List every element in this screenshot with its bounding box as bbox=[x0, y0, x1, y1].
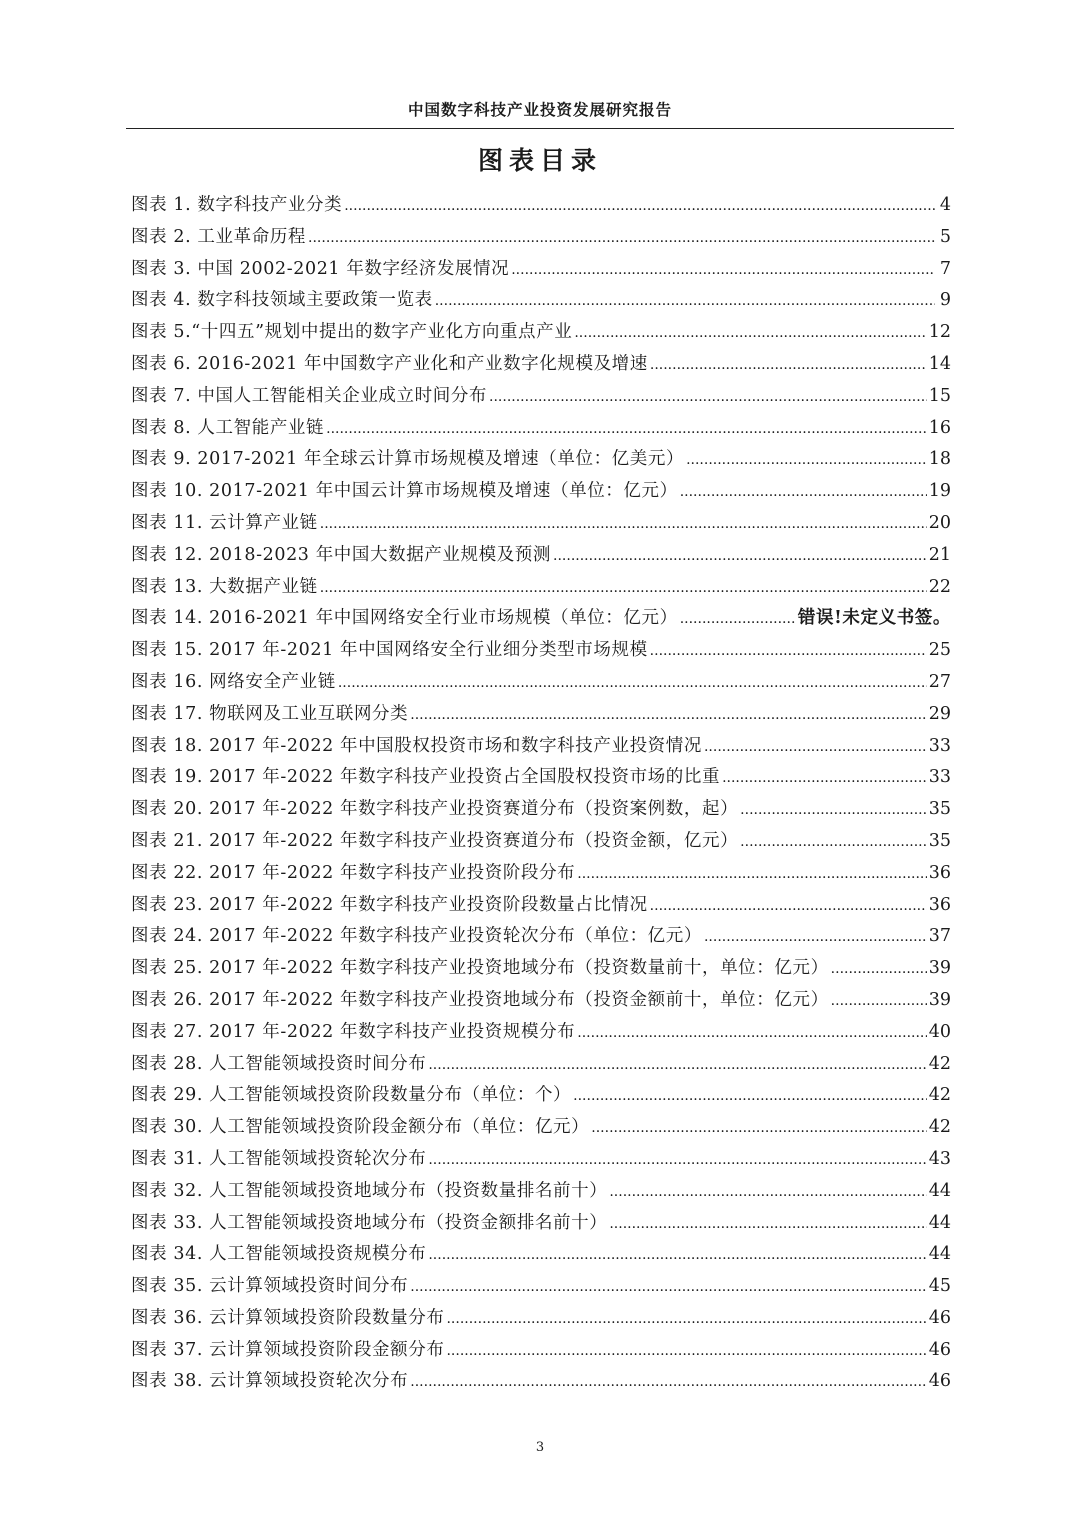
toc-dot-leader bbox=[344, 190, 935, 223]
toc-dot-leader bbox=[326, 413, 927, 446]
toc-entry-page: 36 bbox=[928, 894, 951, 915]
toc-dot-leader bbox=[577, 858, 926, 891]
toc-entry-label: 图表 37. 云计算领域投资阶段金额分布 bbox=[131, 1339, 445, 1360]
toc-dot-leader bbox=[704, 921, 927, 954]
toc-dot-leader bbox=[410, 699, 926, 732]
toc-dot-leader bbox=[686, 444, 927, 477]
page-number: 3 bbox=[535, 1440, 545, 1455]
toc-entry-label: 图表 38. 云计算领域投资轮次分布 bbox=[131, 1371, 409, 1392]
toc-entry-label: 图表 30. 人工智能领域投资阶段金额分布（单位：亿元） bbox=[131, 1117, 590, 1138]
toc-entry-label: 图表 16. 网络安全产业链 bbox=[131, 671, 336, 692]
toc-entry[interactable] bbox=[131, 190, 951, 222]
toc-dot-leader bbox=[650, 635, 927, 668]
toc-entry-page: 46 bbox=[928, 1339, 951, 1360]
toc-entry[interactable] bbox=[131, 762, 951, 794]
toc-entry[interactable] bbox=[131, 413, 951, 445]
toc-entry-label: 图表 9. 2017-2021 年全球云计算市场规模及增速（单位：亿美元） bbox=[131, 449, 685, 470]
toc-entry[interactable] bbox=[131, 572, 951, 604]
toc-entry-label: 图表 22. 2017 年-2022 年数字科技产业投资阶段分布 bbox=[131, 862, 576, 883]
toc-dot-leader bbox=[831, 953, 927, 986]
toc-entry[interactable] bbox=[131, 1271, 951, 1303]
toc-entry-page: 14 bbox=[928, 353, 951, 374]
toc-entry[interactable] bbox=[131, 349, 951, 381]
toc-entry-page: 12 bbox=[928, 322, 951, 343]
toc-entry[interactable] bbox=[131, 1049, 951, 1081]
toc-entry-page: 33 bbox=[928, 735, 951, 756]
toc-entry-label: 图表 6. 2016-2021 年中国数字产业化和产业数字化规模及增速 bbox=[131, 353, 648, 374]
toc-entry-page: 21 bbox=[928, 544, 951, 565]
toc-entry-label: 图表 20. 2017 年-2022 年数字科技产业投资赛道分布（投资案例数，起） bbox=[131, 799, 739, 820]
toc-entry-page: 46 bbox=[928, 1371, 951, 1392]
toc-dot-leader bbox=[573, 1080, 927, 1113]
toc-entry[interactable] bbox=[131, 603, 951, 635]
toc-entry[interactable] bbox=[131, 222, 951, 254]
toc-entry-page: 44 bbox=[928, 1244, 951, 1265]
toc-dot-leader bbox=[650, 890, 927, 923]
toc-entry[interactable] bbox=[131, 508, 951, 540]
toc-entry-page: 42 bbox=[928, 1117, 951, 1138]
toc-entry-label: 图表 2. 工业革命历程 bbox=[131, 226, 307, 247]
toc-entry-page: 9 bbox=[939, 290, 951, 311]
toc-entry-page: 42 bbox=[928, 1085, 951, 1106]
toc-entry-label: 图表 13. 大数据产业链 bbox=[131, 576, 318, 597]
toc-entry-page: 45 bbox=[928, 1276, 951, 1297]
toc-entry[interactable] bbox=[131, 1239, 951, 1271]
toc-entry-label: 图表 33. 人工智能领域投资地域分布（投资金额排名前十） bbox=[131, 1212, 608, 1233]
toc-entry[interactable] bbox=[131, 858, 951, 890]
toc-entry-label: 图表 12. 2018-2023 年中国大数据产业规模及预测 bbox=[131, 544, 552, 565]
toc-entry-label: 图表 7. 中国人工智能相关企业成立时间分布 bbox=[131, 385, 488, 406]
toc-entry-page: 15 bbox=[928, 385, 951, 406]
page-title: 图表目录 bbox=[477, 146, 602, 175]
toc-entry-page: 27 bbox=[928, 671, 951, 692]
toc-entry-page: 4 bbox=[939, 195, 951, 215]
toc-dot-leader bbox=[591, 1112, 926, 1145]
toc-entry[interactable] bbox=[131, 826, 951, 858]
toc-entry-label: 图表 15. 2017 年-2021 年中国网络安全行业细分类型市场规模 bbox=[131, 640, 648, 661]
toc-dot-leader bbox=[574, 317, 926, 350]
toc-entry-label: 图表 19. 2017 年-2022 年数字科技产业投资占全国股权投资市场的比重 bbox=[131, 767, 721, 788]
toc-entry-label: 图表 14. 2016-2021 年中国网络安全行业市场规模（单位：亿元） bbox=[131, 608, 678, 629]
toc-entry-page: 43 bbox=[928, 1148, 951, 1169]
figure-list bbox=[131, 190, 951, 1398]
toc-entry-label: 图表 28. 人工智能领域投资时间分布 bbox=[131, 1053, 427, 1074]
toc-entry-label: 图表 29. 人工智能领域投资阶段数量分布（单位：个） bbox=[131, 1085, 572, 1106]
toc-entry-page: 7 bbox=[939, 258, 951, 279]
toc-dot-leader bbox=[511, 254, 935, 287]
toc-entry[interactable] bbox=[131, 1335, 951, 1367]
running-header: 中国数字科技产业投资发展研究报告 bbox=[407, 100, 672, 119]
toc-entry-page: 42 bbox=[928, 1053, 951, 1074]
toc-entry-label: 图表 11. 云计算产业链 bbox=[131, 512, 318, 533]
toc-entry[interactable] bbox=[131, 794, 951, 826]
toc-dot-leader bbox=[577, 1017, 926, 1050]
header-divider bbox=[126, 128, 954, 129]
toc-entry-label: 图表 21. 2017 年-2022 年数字科技产业投资赛道分布（投资金额，亿元） bbox=[131, 830, 739, 851]
toc-entry[interactable] bbox=[131, 1208, 951, 1240]
toc-entry[interactable] bbox=[131, 1303, 951, 1335]
toc-entry[interactable] bbox=[131, 254, 951, 286]
toc-entry[interactable] bbox=[131, 444, 951, 476]
toc-entry[interactable] bbox=[131, 667, 951, 699]
toc-entry-page: 25 bbox=[928, 640, 951, 661]
toc-entry-label: 图表 10. 2017-2021 年中国云计算市场规模及增速（单位：亿元） bbox=[131, 481, 678, 502]
toc-entry-page: 35 bbox=[928, 830, 951, 851]
toc-entry-page: 37 bbox=[928, 926, 951, 947]
toc-dot-leader bbox=[680, 476, 927, 509]
toc-entry[interactable] bbox=[131, 381, 951, 413]
toc-dot-leader bbox=[831, 985, 927, 1018]
toc-entry[interactable] bbox=[131, 699, 951, 731]
toc-entry[interactable] bbox=[131, 1017, 951, 1049]
toc-entry-label: 图表 18. 2017 年-2022 年中国股权投资市场和数字科技产业投资情况 bbox=[131, 735, 702, 756]
toc-entry[interactable] bbox=[131, 635, 951, 667]
toc-entry[interactable] bbox=[131, 985, 951, 1017]
toc-dot-leader bbox=[428, 1239, 926, 1272]
toc-dot-leader bbox=[410, 1271, 926, 1304]
toc-entry-label: 图表 36. 云计算领域投资阶段数量分布 bbox=[131, 1307, 445, 1328]
toc-dot-leader bbox=[410, 1366, 926, 1399]
toc-dot-leader bbox=[680, 603, 796, 636]
toc-entry-label: 图表 27. 2017 年-2022 年数字科技产业投资规模分布 bbox=[131, 1021, 576, 1042]
toc-entry-label: 图表 5.“十四五”规划中提出的数字产业化方向重点产业 bbox=[131, 322, 573, 343]
toc-dot-leader bbox=[553, 540, 927, 573]
toc-entry[interactable] bbox=[131, 476, 951, 508]
toc-entry-label: 图表 8. 人工智能产业链 bbox=[131, 417, 325, 438]
toc-entry[interactable] bbox=[131, 953, 951, 985]
toc-dot-leader bbox=[435, 285, 935, 318]
toc-entry-page: 39 bbox=[928, 989, 951, 1010]
toc-dot-leader bbox=[722, 762, 927, 795]
toc-entry-label: 图表 3. 中国 2002-2021 年数字经济发展情况 bbox=[131, 258, 510, 279]
toc-entry-page: 5 bbox=[939, 226, 951, 247]
toc-entry-label: 图表 32. 人工智能领域投资地域分布（投资数量排名前十） bbox=[131, 1180, 608, 1201]
toc-dot-leader bbox=[740, 794, 927, 827]
toc-entry-label: 图表 4. 数字科技领域主要政策一览表 bbox=[131, 290, 433, 311]
toc-entry-page: 错误!未定义书签。 bbox=[797, 608, 951, 629]
toc-entry[interactable] bbox=[131, 1366, 951, 1398]
toc-dot-leader bbox=[446, 1335, 926, 1368]
toc-entry[interactable] bbox=[131, 921, 951, 953]
toc-entry[interactable] bbox=[131, 731, 951, 763]
toc-entry[interactable] bbox=[131, 540, 951, 572]
toc-entry-label: 图表 23. 2017 年-2022 年数字科技产业投资阶段数量占比情况 bbox=[131, 894, 648, 915]
toc-entry-page: 20 bbox=[928, 512, 951, 533]
toc-entry-label: 图表 35. 云计算领域投资时间分布 bbox=[131, 1276, 409, 1297]
toc-entry-page: 18 bbox=[928, 449, 951, 470]
toc-entry-page: 29 bbox=[928, 703, 951, 724]
toc-entry-page: 19 bbox=[928, 481, 951, 502]
toc-entry-page: 22 bbox=[928, 576, 951, 597]
toc-entry-label: 图表 17. 物联网及工业互联网分类 bbox=[131, 703, 409, 724]
toc-entry-page: 36 bbox=[928, 862, 951, 883]
toc-entry-page: 39 bbox=[928, 958, 951, 979]
toc-entry-page: 46 bbox=[928, 1307, 951, 1328]
toc-dot-leader bbox=[609, 1176, 926, 1209]
toc-entry-page: 35 bbox=[928, 799, 951, 820]
toc-dot-leader bbox=[609, 1208, 926, 1241]
toc-dot-leader bbox=[446, 1303, 926, 1336]
toc-entry[interactable] bbox=[131, 317, 951, 349]
toc-entry-label: 图表 31. 人工智能领域投资轮次分布 bbox=[131, 1148, 427, 1169]
toc-entry-page: 16 bbox=[928, 417, 951, 438]
toc-entry[interactable] bbox=[131, 1144, 951, 1176]
toc-dot-leader bbox=[320, 508, 927, 541]
toc-entry[interactable] bbox=[131, 1176, 951, 1208]
toc-dot-leader bbox=[308, 222, 935, 255]
toc-entry-page: 33 bbox=[928, 767, 951, 788]
toc-dot-leader bbox=[428, 1144, 926, 1177]
toc-entry-label: 图表 25. 2017 年-2022 年数字科技产业投资地域分布（投资数量前十，单位：亿元） bbox=[131, 958, 829, 979]
toc-dot-leader bbox=[650, 349, 927, 382]
toc-entry-label: 图表 26. 2017 年-2022 年数字科技产业投资地域分布（投资金额前十，单位：亿元） bbox=[131, 989, 829, 1010]
toc-entry[interactable] bbox=[131, 285, 951, 317]
toc-entry[interactable] bbox=[131, 1112, 951, 1144]
toc-entry-label: 图表 24. 2017 年-2022 年数字科技产业投资轮次分布（单位：亿元） bbox=[131, 926, 702, 947]
toc-dot-leader bbox=[704, 731, 927, 764]
toc-dot-leader bbox=[740, 826, 927, 859]
toc-entry-page: 40 bbox=[928, 1021, 951, 1042]
toc-entry-page: 44 bbox=[928, 1180, 951, 1201]
toc-dot-leader bbox=[428, 1049, 926, 1082]
toc-entry-label: 图表 1. 数字科技产业分类 bbox=[131, 195, 343, 215]
toc-dot-leader bbox=[338, 667, 927, 700]
toc-entry-page: 44 bbox=[928, 1212, 951, 1233]
toc-dot-leader bbox=[320, 572, 927, 605]
toc-entry-label: 图表 34. 人工智能领域投资规模分布 bbox=[131, 1244, 427, 1265]
toc-dot-leader bbox=[489, 381, 927, 414]
toc-entry[interactable] bbox=[131, 890, 951, 922]
toc-entry[interactable] bbox=[131, 1080, 951, 1112]
